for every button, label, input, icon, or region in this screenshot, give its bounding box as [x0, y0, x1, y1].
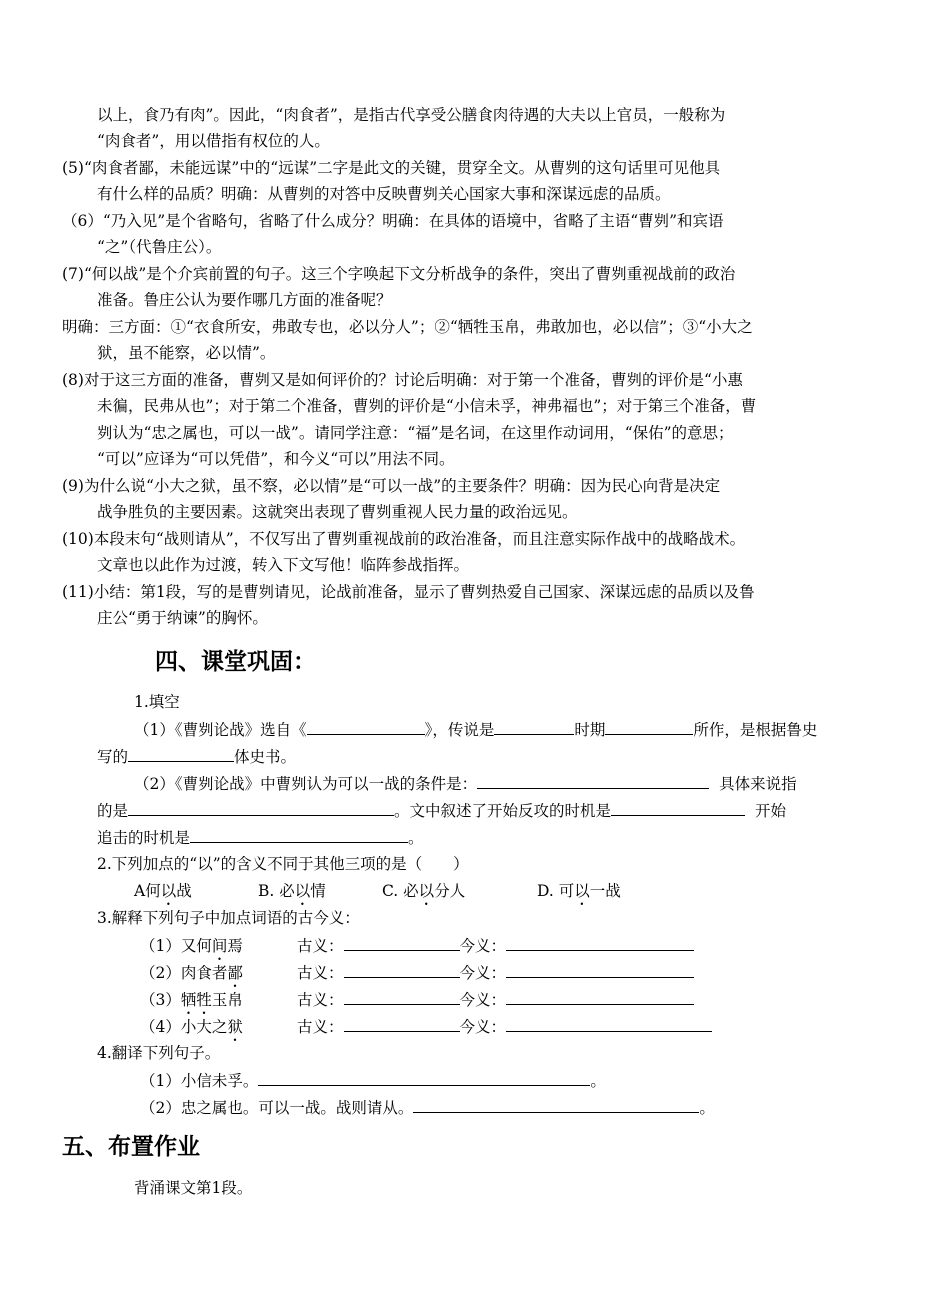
- fill-text: 体史书。: [234, 748, 297, 766]
- fill-text: 时期: [574, 721, 606, 739]
- question-title: 1.填空: [134, 693, 180, 711]
- answer-blank[interactable]: [344, 987, 460, 1005]
- text-line: (8)对于这三方面的准备，曹刿又是如何评价的？讨论后明确：对于第一个准备，曹刿的评价是“小惠: [62, 371, 743, 389]
- gloss-row: [140, 1014, 950, 1040]
- answer-blank[interactable]: [477, 771, 709, 789]
- options-line: [134, 879, 950, 905]
- text-line: 庄公“勇于纳谏”的胸怀。: [97, 609, 268, 627]
- fill-line: [97, 798, 950, 824]
- option-text: 分人: [434, 882, 466, 900]
- question-title: 3.解释下列句子中加点词语的古今义：: [97, 909, 360, 927]
- ancient-meaning-label: 古义：: [297, 937, 344, 955]
- modern-meaning-label: 今义：: [459, 964, 507, 982]
- fill-text: 开始: [755, 802, 787, 820]
- answer-blank[interactable]: [605, 717, 693, 735]
- dotted-word: 以: [418, 882, 435, 900]
- text-line: (7)“何以战”是个介宾前置的句子。这三个字唤起下文分析战争的条件，突出了曹刿重视战前的政治: [62, 265, 736, 283]
- option-text: A何: [134, 882, 161, 900]
- dotted-word: 以: [574, 882, 590, 900]
- fill-line: [97, 744, 950, 770]
- section-heading: 五、布置作业: [62, 1134, 200, 1160]
- dotted-word: 以: [160, 882, 177, 900]
- fill-text: 写的: [97, 748, 129, 766]
- sentence-end: 。: [699, 1099, 715, 1117]
- item-number: （1）: [140, 937, 181, 955]
- answer-blank[interactable]: [506, 1014, 712, 1032]
- answer-blank[interactable]: [190, 825, 408, 843]
- homework-text: 背涌课文第1段。: [134, 1179, 253, 1197]
- translate-row: [140, 1068, 950, 1094]
- gloss-row: [140, 933, 950, 959]
- section-heading: 四、课堂巩固：: [155, 649, 316, 675]
- fill-line: [134, 717, 950, 743]
- phrase-text: 焉: [227, 937, 243, 955]
- option-b[interactable]: [258, 879, 382, 909]
- dotted-word: 以: [294, 882, 311, 900]
- text-line: （6）“乃入见”是个省略句，省略了什么成分？明确：在具体的语境中，省略了主语“曹刿”和宾语: [62, 212, 724, 230]
- answer-blank[interactable]: [413, 1095, 699, 1113]
- modern-meaning-label: 今义：: [459, 991, 507, 1009]
- fill-text: 。: [408, 829, 424, 847]
- answer-blank[interactable]: [344, 1014, 460, 1032]
- answer-blank[interactable]: [506, 987, 694, 1005]
- dotted-word: 牺牲: [180, 991, 212, 1009]
- answer-blank[interactable]: [611, 798, 745, 816]
- text-line: (11)小结：第1段，写的是曹刿请见，论战前准备，显示了曹刿热爱自己国家、深谋远虑的品质以及鲁: [62, 583, 755, 601]
- answer-blank[interactable]: [344, 960, 460, 978]
- answer-blank[interactable]: [307, 717, 425, 735]
- item-number: （3）: [140, 991, 181, 1009]
- gloss-row: [140, 960, 950, 986]
- fill-text: 所作，是根据鲁史: [693, 721, 818, 739]
- phrase-text: 又何: [180, 937, 212, 955]
- option-text: B. 必: [258, 882, 295, 900]
- text-line: “之”（代鲁庄公）。: [97, 238, 222, 256]
- modern-meaning-label: 今义：: [459, 937, 507, 955]
- question-title: 2.下列加点的“以”的含义不同于其他三项的是（ ）: [97, 855, 469, 873]
- option-text: 一战: [589, 882, 621, 900]
- question-title: 4.翻译下列句子。: [97, 1044, 221, 1062]
- ancient-meaning-label: 古义：: [297, 991, 344, 1009]
- ancient-meaning-label: 古义：: [297, 964, 344, 982]
- text-line: 准备。鲁庄公认为要作哪几方面的准备呢？: [97, 291, 392, 309]
- fill-text: 》，传说是: [424, 721, 495, 739]
- option-a[interactable]: [134, 879, 258, 909]
- text-line: 有什么样的品质？明确：从曹刿的对答中反映曹刿关心国家大事和深谋远虑的品质。: [97, 185, 671, 203]
- sentence-text: （2）忠之属也。可以一战。战则请从。: [140, 1099, 414, 1117]
- sentence-end: 。: [590, 1072, 606, 1090]
- phrase-text: 小大之: [180, 1018, 228, 1036]
- answer-blank[interactable]: [506, 960, 694, 978]
- gloss-row: [140, 987, 950, 1013]
- fill-line: [134, 771, 950, 797]
- answer-blank[interactable]: [494, 717, 574, 735]
- option-c[interactable]: [382, 879, 537, 909]
- sentence-text: （1）小信未孚。: [140, 1072, 259, 1090]
- option-text: D. 可: [537, 882, 575, 900]
- text-line: 明确：三方面：①“衣食所安，弗敢专也，必以分人”；②“牺牲玉帛，弗敢加也，必以信”；③“小大之: [62, 318, 753, 336]
- answer-blank[interactable]: [506, 933, 694, 951]
- modern-meaning-label: 今义：: [459, 1018, 507, 1036]
- phrase-text: 肉食者: [180, 964, 228, 982]
- translate-row: [140, 1095, 950, 1121]
- text-line: 狱，虽不能察，必以情”。: [97, 344, 276, 362]
- text-line: “可以”应译为“可以凭借”，和今义“可以”用法不同。: [97, 450, 455, 468]
- option-text: 战: [176, 882, 192, 900]
- fill-text: 。文中叙述了开始反攻的时机是: [394, 802, 612, 820]
- dotted-word: 狱: [227, 1018, 243, 1036]
- text-line: “肉食者”，用以借指有权位的人。: [97, 132, 330, 150]
- text-line: 以上，食乃有肉”。因此，“肉食者”，是指古代享受公膳食肉待遇的大夫以上官员，一般称为: [97, 106, 726, 124]
- answer-blank[interactable]: [258, 1068, 590, 1086]
- fill-text: 的是: [97, 802, 129, 820]
- text-line: 刿认为“忠之属也，可以一战”。请同学注意：“福”是名词，在这里作动词用，“保佑”的意思；: [97, 424, 734, 442]
- answer-blank[interactable]: [128, 798, 394, 816]
- text-line: (5)“肉食者鄙，未能远谋”中的“远谋”二字是此文的关键，贯穿全文。从曹刿的这句话里可见他具: [62, 159, 721, 177]
- option-d[interactable]: [537, 879, 621, 909]
- text-line: (10)本段末句“战则请从”，不仅写出了曹刿重视战前的政治准备，而且注意实际作战中的战略战术。: [62, 530, 746, 548]
- option-text: C. 必: [382, 882, 419, 900]
- text-line: 未徧，民弗从也”；对于第二个准备，曹刿的评价是“小信未孚，神弗福也”；对于第三个准备，曹: [97, 397, 757, 415]
- dotted-word: 间: [211, 937, 228, 955]
- ancient-meaning-label: 古义：: [297, 1018, 344, 1036]
- text-line: (9)为什么说“小大之狱，虽不察，必以情”是“可以一战”的主要条件？明确：因为民心向背是决定: [62, 477, 721, 495]
- fill-text: 追击的时机是: [97, 829, 191, 847]
- fill-line: [97, 825, 950, 851]
- text-line: 文章也以此作为过渡，转入下文写他！临阵参战指挥。: [97, 556, 470, 574]
- phrase-text: 玉帛: [211, 991, 243, 1009]
- dotted-word: 鄙: [227, 964, 243, 982]
- option-text: 情: [310, 882, 326, 900]
- fill-text: （2）《曹刿论战》中曹刿认为可以一战的条件是：: [134, 775, 478, 793]
- answer-blank[interactable]: [128, 744, 234, 762]
- item-number: （4）: [140, 1018, 181, 1036]
- answer-blank[interactable]: [344, 933, 460, 951]
- item-number: （2）: [140, 964, 181, 982]
- fill-text: 具体来说指: [719, 775, 797, 793]
- text-line: 战争胜负的主要因素。这就突出表现了曹刿重视人民力量的政治远见。: [97, 503, 578, 521]
- fill-text: （1）《曹刿论战》选自《: [134, 721, 307, 739]
